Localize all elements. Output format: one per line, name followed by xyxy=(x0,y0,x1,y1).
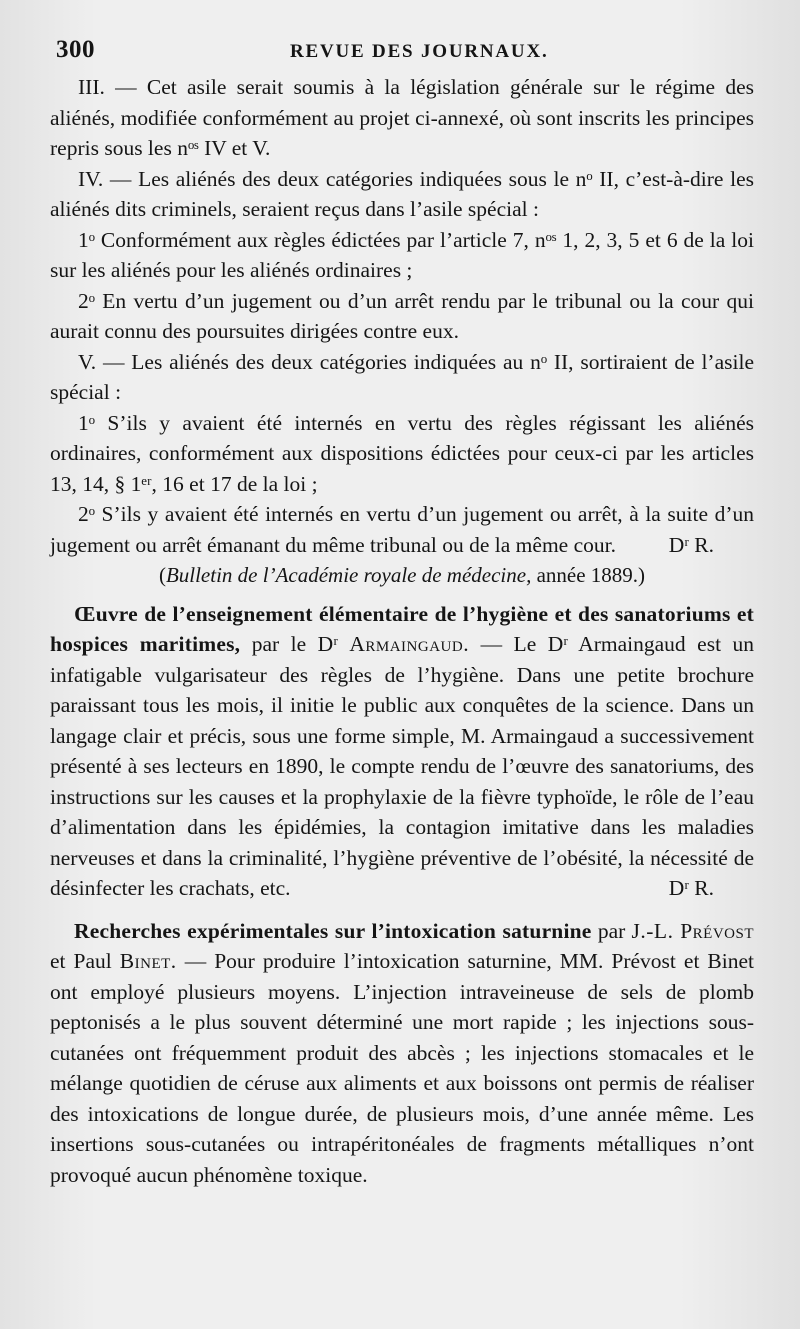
signature-2: Dʳ R. xyxy=(668,876,714,900)
article-oeuvre xyxy=(50,599,754,904)
article-recherches-byline: par xyxy=(597,918,626,943)
article-recherches-author-2: Binet. xyxy=(119,949,177,973)
signature-1: Dʳ R. xyxy=(668,532,714,557)
citation-year: année 1889.) xyxy=(536,563,646,587)
journal-title: REVUE DES JOURNAUX. xyxy=(290,41,549,62)
article-oeuvre-text: — Le Dʳ Armaingaud est un infatigable vulgarisateur des règles de l’hygiène. Dans une petite brochure paraissant tous les mois, il initie le public aux conquêtes de la science. Dans un langage clair et précis, sous une forme simple, M. Armaingaud a successivement présenté à ses lecteurs en 1890, le compte rendu de l’œuvre des sanatoriums, des instructions sur les causes et la prophylaxie de la fièvre typhoïde, le rôle de l’eau d’alimentation dans les épidémies, la contagion imitative dans les maladies nerveuses et dans la criminalité, l’hygiène préventive de l’obésité, la nécessité de désinfecter les crachats, etc. xyxy=(50,632,755,900)
article-recherches-author-1: J.-L. Prévost xyxy=(631,918,754,943)
citation xyxy=(50,560,754,591)
running-head xyxy=(50,34,754,72)
citation-journal: Bulletin de l’Académie royale de médecine, xyxy=(165,563,532,587)
paragraph-iv-item-2: 2ᵒ En vertu d’un jugement ou d’un arrêt rendu par le tribunal ou la cour qui aurait connu des poursuites dirigées contre eux. xyxy=(50,288,754,343)
page-number: 300 xyxy=(56,36,95,63)
article-recherches-title: Recherches expérimentales sur l’intoxication saturnine xyxy=(74,918,592,943)
paragraph-v-item-2: 2ᵒ S’ils y avaient été internés en vertu d’un jugement ou arrêt, à la suite d’un jugement ou arrêt émanant du même tribunal ou de la même cour. xyxy=(50,502,754,557)
article-oeuvre-author: Armaingaud. xyxy=(349,632,470,656)
paragraph-iv: IV. — Les aliénés des deux catégories indiquées sous le nᵒ II, c’est-à-dire les aliénés dits criminels, seraient reçus dans l’asile spécial : xyxy=(50,166,754,221)
paragraph-iii: III. — Cet asile serait soumis à la législation générale sur le régime des aliénés, modifiée conformément au projet ci-annexé, où sont inscrits les principes repris sous les nᵒˢ IV et V. xyxy=(50,75,754,160)
body-text xyxy=(50,72,754,1190)
article-recherches xyxy=(50,916,754,1191)
article-oeuvre-byline: par le Dʳ xyxy=(251,632,338,656)
article-recherches-and: et Paul xyxy=(50,949,112,973)
article-recherches-text: — Pour produire l’intoxication saturnine, MM. Prévost et Binet ont employé plusieurs moyens. L’injection intraveineuse de sels de plomb peptonisés a le plus souvent déterminé une mort rapide ; les injections sous-cutanées ont fréquemment produit des abcès ; les injections stomacales et le mélange quotidien de céruse aux aliments et aux boissons ont permis de réaliser des intoxications de longue durée, de plusieurs mois, d’une année même. Les insertions sous-cutanées ou intrapéritonéales de fragments métalliques n’ont provoqué aucun phénomène toxique. xyxy=(50,949,755,1187)
paragraph-v: V. — Les aliénés des deux catégories indiquées au nᵒ II, sortiraient de l’asile spécial : xyxy=(50,349,754,404)
citation-open: ( xyxy=(158,563,166,587)
article-oeuvre-title: Œuvre de l’enseignement élémentaire de l’hygiène et des sanatoriums et hospices maritimes, xyxy=(50,601,754,656)
paragraph-v-item-1: 1ᵒ S’ils y avaient été internés en vertu des règles régissant les aliénés ordinaires, conformément aux dispositions édictées pour ceux-ci par les articles 13, 14, § 1ᵉʳ, 16 et 17 de la loi ; xyxy=(50,410,754,496)
paragraph-iv-item-1: 1ᵒ Conformément aux règles édictées par l’article 7, nᵒˢ 1, 2, 3, 5 et 6 de la loi sur les aliénés pour les aliénés ordinaires ; xyxy=(50,227,754,282)
